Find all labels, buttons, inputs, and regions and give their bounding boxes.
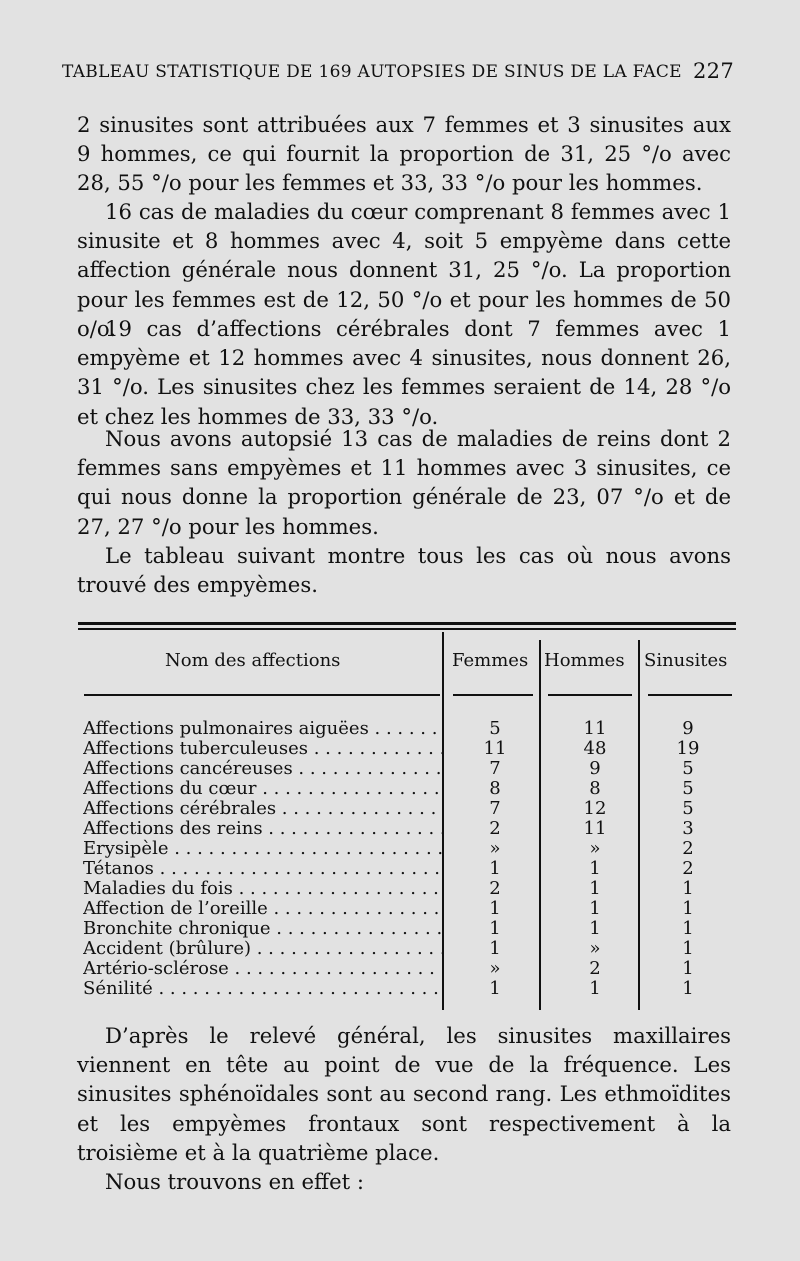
running-title: TABLEAU STATISTIQUE DE 169 AUTOPSIES DE SINUS DE LA FACE — [62, 62, 682, 82]
table-row — [83, 879, 733, 899]
row-name: Artério-sclérose . . . — [83, 959, 443, 979]
row-hommes: 1 — [589, 918, 601, 939]
table-top-rule-2 — [78, 628, 736, 630]
table-row — [83, 819, 733, 839]
row-name: Affections cancéreuses . . . — [83, 759, 443, 779]
row-femmes: 2 — [489, 818, 501, 839]
table-row — [83, 979, 733, 999]
column-header-name: Nom des affections — [165, 650, 341, 671]
row-hommes: » — [589, 838, 601, 859]
table-row — [83, 719, 733, 739]
column-header-sinusites: Sinusites — [644, 650, 728, 671]
column-header-hommes: Hommes — [544, 650, 625, 671]
row-femmes: 5 — [489, 718, 501, 739]
table-row — [83, 839, 733, 859]
table-row — [83, 779, 733, 799]
running-header — [62, 59, 734, 86]
row-femmes: 7 — [489, 758, 501, 779]
paragraph-5: Le tableau suivant montre tous les cas où nous avons trouvé des empyèmes. — [77, 543, 731, 598]
row-name: Affection de l’oreille . . . — [83, 899, 443, 919]
row-sinusites: 5 — [682, 778, 694, 799]
row-femmes: 1 — [489, 938, 501, 959]
row-femmes: 1 — [489, 978, 501, 999]
row-sinusites: 9 — [682, 718, 694, 739]
row-hommes: 12 — [583, 798, 607, 819]
row-name: Affections des reins . . . — [83, 819, 443, 839]
row-name: Tétanos . . . — [83, 859, 443, 879]
row-sinusites: 5 — [682, 798, 694, 819]
row-sinusites: 2 — [682, 858, 694, 879]
row-sinusites: 1 — [682, 978, 694, 999]
table-row — [83, 859, 733, 879]
closing-paragraph: D’après le relevé général, les sinusites maxillaires viennent en tête au point de vue de la fréquence. Les sinusites sphénoïdales sont au second rang. Les ethmoïdites et les empyèmes frontaux sont respectivement à la troisième et à la quatrième place. — [77, 1023, 731, 1165]
row-femmes: » — [489, 958, 501, 979]
row-hommes: 8 — [589, 778, 601, 799]
row-sinusites: 1 — [682, 938, 694, 959]
row-sinusites: 2 — [682, 838, 694, 859]
row-sinusites: 5 — [682, 758, 694, 779]
table-row — [83, 759, 733, 779]
row-hommes: 11 — [583, 818, 607, 839]
paragraph-2: 16 cas de maladies du cœur comprenant 8 femmes avec 1 sinusite et 8 hommes avec 4, soit 5 empyème dans cette affection générale nous donnent 31, 25 °/o. La proportion pour les femmes est de 12, 50 °/o et pour les hommes de 50 o/o. — [77, 199, 731, 341]
header-underline-femmes — [453, 694, 533, 696]
paragraph-3: 19 cas d’affections cérébrales dont 7 femmes avec 1 empyème et 12 hommes avec 4 sinusites, nous donnent 26, 31 °/o. Les sinusites chez les femmes seraient de 14, 28 °/o et chez les hommes de 33, 33 °/o. — [77, 316, 731, 429]
row-hommes: 1 — [589, 978, 601, 999]
closing-lead-in: Nous trouvons en effet : — [105, 1169, 365, 1194]
row-hommes: 1 — [589, 878, 601, 899]
table-row — [83, 919, 733, 939]
row-hommes: 9 — [589, 758, 601, 779]
row-femmes: 11 — [483, 738, 507, 759]
table-row — [83, 899, 733, 919]
table-row — [83, 959, 733, 979]
row-name: Affections tuberculeuses . . . — [83, 739, 443, 759]
column-header-femmes: Femmes — [452, 650, 529, 671]
row-hommes: » — [589, 938, 601, 959]
paragraph-1: 2 sinusites sont attribuées aux 7 femmes et 3 sinusites aux 9 hommes, ce qui fournit la proportion de 31, 25 °/o avec 28, 55 °/o pour les femmes et 33, 33 °/o pour les hommes. — [77, 112, 731, 196]
row-sinusites: 1 — [682, 958, 694, 979]
row-hommes: 48 — [583, 738, 607, 759]
header-underline-hommes — [548, 694, 632, 696]
row-name: Affections pulmonaires aiguëes . . . — [83, 719, 443, 739]
page-number: 227 — [693, 59, 734, 83]
table-row — [83, 739, 733, 759]
row-name: Sénilité . . . — [83, 979, 443, 999]
row-name: Erysipèle . . . — [83, 839, 443, 859]
row-hommes: 1 — [589, 898, 601, 919]
paragraph-4: Nous avons autopsié 13 cas de maladies de reins dont 2 femmes sans empyèmes et 11 hommes avec 3 sinusites, ce qui nous donne la proportion générale de 23, 07 °/o et de 27, 27 °/o pour les hommes. — [77, 426, 731, 539]
row-name: Maladies du fois . . . — [83, 879, 443, 899]
row-sinusites: 19 — [676, 738, 700, 759]
row-sinusites: 1 — [682, 898, 694, 919]
row-femmes: 8 — [489, 778, 501, 799]
row-sinusites: 1 — [682, 918, 694, 939]
table-row — [83, 939, 733, 959]
row-hommes: 1 — [589, 858, 601, 879]
row-name: Affections cérébrales . . . — [83, 799, 443, 819]
header-underline-sinusites — [648, 694, 732, 696]
row-name: Affections du cœur . . . — [83, 779, 443, 799]
row-femmes: » — [489, 838, 501, 859]
row-name: Accident (brûlure) . . . — [83, 939, 443, 959]
row-femmes: 1 — [489, 858, 501, 879]
row-femmes: 1 — [489, 898, 501, 919]
row-sinusites: 3 — [682, 818, 694, 839]
row-femmes: 2 — [489, 878, 501, 899]
table-row — [83, 799, 733, 819]
row-femmes: 1 — [489, 918, 501, 939]
header-underline-name — [84, 694, 440, 696]
row-sinusites: 1 — [682, 878, 694, 899]
row-hommes: 2 — [589, 958, 601, 979]
row-name: Bronchite chronique . . . — [83, 919, 443, 939]
row-femmes: 7 — [489, 798, 501, 819]
table-top-rule — [78, 622, 736, 625]
row-hommes: 11 — [583, 718, 607, 739]
